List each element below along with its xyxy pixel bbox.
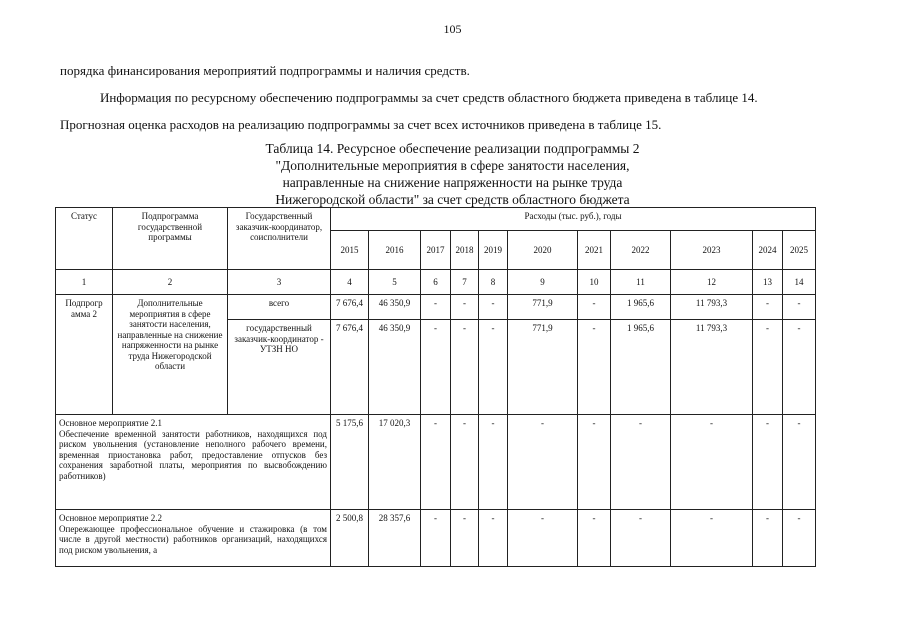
value-cell: 771,9 (508, 295, 578, 320)
value-cell: 11 793,3 (671, 295, 753, 320)
header-customer: Государственный заказчик-координатор, соисполнители (228, 208, 331, 270)
paragraph-2: Информация по ресурсному обеспечению подпрограммы за счет средств областного бюджета приведена в таблице 14. (100, 90, 758, 105)
value-cell: - (421, 320, 451, 415)
column-number: 13 (753, 270, 783, 295)
value-cell: - (753, 415, 783, 510)
value-cell: - (578, 415, 611, 510)
value-cell: - (578, 295, 611, 320)
resource-table (55, 207, 816, 567)
customer-coordinator: государственный заказчик-координатор - УТЗН НО (228, 320, 331, 415)
value-cell: - (421, 415, 451, 510)
customer-total: всего (228, 295, 331, 320)
value-cell: - (671, 415, 753, 510)
value-cell: - (611, 415, 671, 510)
value-cell: - (578, 320, 611, 415)
value-cell: 11 793,3 (671, 320, 753, 415)
column-number: 1 (56, 270, 113, 295)
value-cell: 7 676,4 (331, 320, 369, 415)
header-expenses: Расходы (тыс. руб.), годы (331, 208, 816, 231)
column-number: 7 (451, 270, 479, 295)
value-cell: - (479, 320, 508, 415)
value-cell: - (508, 510, 578, 567)
value-cell: - (451, 295, 479, 320)
value-cell: 46 350,9 (369, 320, 421, 415)
header-subprogram: Подпрограмма государственной программы (113, 208, 228, 270)
value-cell: 7 676,4 (331, 295, 369, 320)
value-cell: 17 020,3 (369, 415, 421, 510)
column-number: 11 (611, 270, 671, 295)
year-cell: 2022 (611, 231, 671, 270)
column-number: 6 (421, 270, 451, 295)
year-cell: 2018 (451, 231, 479, 270)
paragraph-1: порядка финансирования мероприятий подпрограммы и наличия средств. (60, 63, 470, 78)
year-cell: 2015 (331, 231, 369, 270)
year-cell: 2016 (369, 231, 421, 270)
activity-text: Опережающее профессиональное обучение и стажировка (в том числе в другой местности) работников организаций, находящихся под риском увольнения, а (59, 523, 327, 555)
value-cell: - (611, 510, 671, 567)
value-cell: - (479, 415, 508, 510)
table-caption-line-4: Нижегородской области" за счет средств областного бюджета (275, 192, 630, 207)
header-status: Статус (56, 208, 113, 270)
value-cell: - (671, 510, 753, 567)
year-cell: 2024 (753, 231, 783, 270)
activity-row-2-2 (56, 510, 816, 567)
year-cell: 2019 (479, 231, 508, 270)
column-number: 9 (508, 270, 578, 295)
subprogram-row-total (56, 295, 816, 320)
year-cell: 2023 (671, 231, 753, 270)
column-number: 5 (369, 270, 421, 295)
column-number: 12 (671, 270, 753, 295)
activity-title: Основное мероприятие 2.1 (59, 418, 162, 428)
value-cell: - (783, 295, 816, 320)
value-cell: - (421, 510, 451, 567)
column-number: 10 (578, 270, 611, 295)
column-number: 8 (479, 270, 508, 295)
page-number: 105 (443, 22, 462, 36)
year-cell: 2025 (783, 231, 816, 270)
subprogram-status: Подпрогр амма 2 (56, 295, 113, 415)
value-cell: - (451, 320, 479, 415)
year-cell: 2020 (508, 231, 578, 270)
paragraph-3: Прогнозная оценка расходов на реализацию подпрограммы за счет всех источников приведена в таблице 15. (60, 117, 662, 132)
header-row-1 (56, 208, 816, 231)
value-cell: 1 965,6 (611, 295, 671, 320)
activity-description (56, 510, 331, 567)
activity-description (56, 415, 331, 510)
year-cell: 2021 (578, 231, 611, 270)
column-number: 3 (228, 270, 331, 295)
value-cell: - (783, 415, 816, 510)
activity-title: Основное мероприятие 2.2 (59, 513, 162, 523)
subprogram-name: Дополнительные мероприятия в сфере занятости населения, направленные на снижение напряженности на рынке труда Нижегородской области (113, 295, 228, 415)
value-cell: - (508, 415, 578, 510)
table-caption-line-1: Таблица 14. Ресурсное обеспечение реализации подпрограммы 2 (265, 141, 640, 156)
value-cell: - (578, 510, 611, 567)
column-number: 2 (113, 270, 228, 295)
value-cell: - (451, 510, 479, 567)
year-cell: 2017 (421, 231, 451, 270)
column-number: 14 (783, 270, 816, 295)
table-caption-line-3: направленные на снижение напряженности на рынке труда (282, 175, 623, 190)
value-cell: - (421, 295, 451, 320)
value-cell: - (479, 295, 508, 320)
value-cell: 2 500,8 (331, 510, 369, 567)
value-cell: - (451, 415, 479, 510)
value-cell: 46 350,9 (369, 295, 421, 320)
value-cell: - (479, 510, 508, 567)
value-cell: - (753, 320, 783, 415)
value-cell: - (783, 510, 816, 567)
value-cell: - (753, 295, 783, 320)
value-cell: - (783, 320, 816, 415)
value-cell: 5 175,6 (331, 415, 369, 510)
activity-row-2-1 (56, 415, 816, 510)
activity-text: Обеспечение временной занятости работников, находящихся под риском увольнения (установление неполного рабочего времени, временная приостановка работ, предоставление отпусков без сохранения заработной платы, мероприятия по высвобождению работников) (59, 428, 327, 481)
value-cell: 1 965,6 (611, 320, 671, 415)
value-cell: 28 357,6 (369, 510, 421, 567)
table-caption-line-2: "Дополнительные мероприятия в сфере занятости населения, (275, 158, 630, 173)
value-cell: - (753, 510, 783, 567)
column-number: 4 (331, 270, 369, 295)
value-cell: 771,9 (508, 320, 578, 415)
column-number-row (56, 270, 816, 295)
